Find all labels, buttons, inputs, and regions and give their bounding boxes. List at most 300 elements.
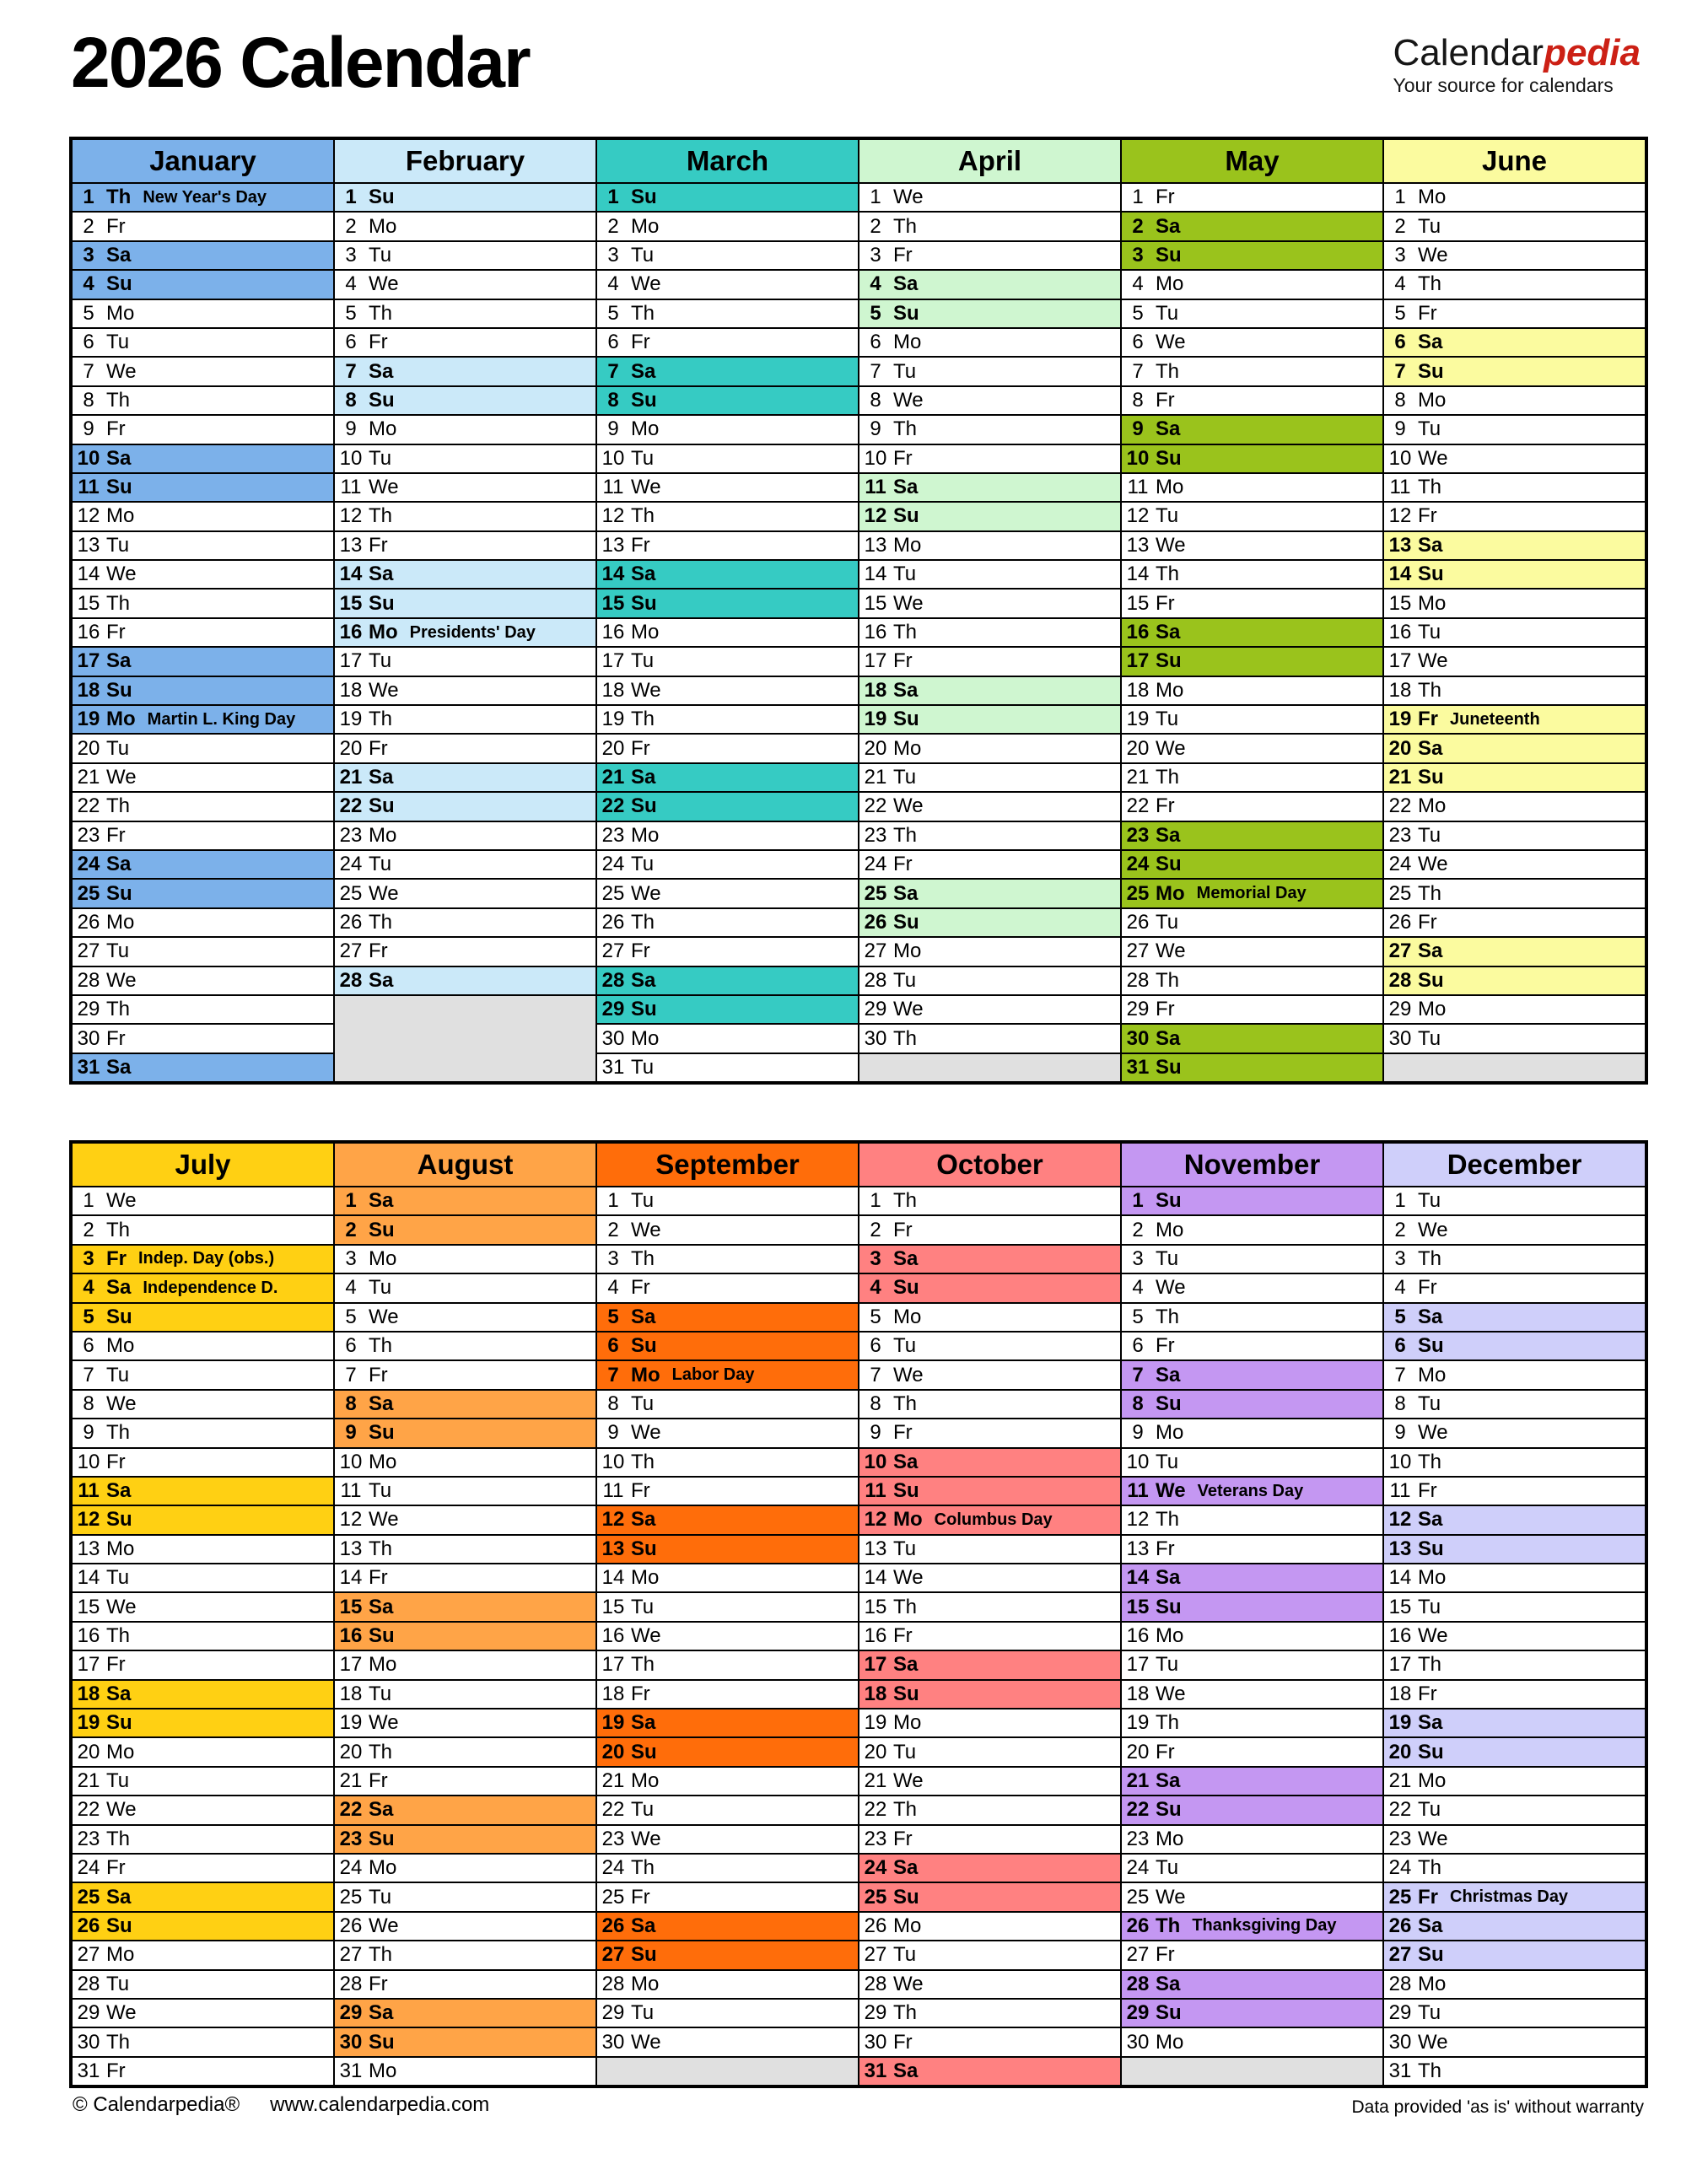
weekday-abbr: Sa bbox=[1156, 1026, 1181, 1050]
weekday-abbr: We bbox=[631, 1218, 661, 1241]
weekday-abbr: Sa bbox=[1156, 1566, 1181, 1590]
weekday-abbr: Su bbox=[893, 1682, 919, 1705]
day-cell-march-28 bbox=[597, 967, 858, 994]
day-cell-april-3 bbox=[859, 242, 1120, 269]
day-cell-january-31 bbox=[73, 1054, 333, 1081]
day-number: 30 bbox=[1388, 2030, 1412, 2054]
day-cell-january-16 bbox=[73, 619, 333, 646]
day-number: 2 bbox=[83, 214, 94, 238]
day-number: 16 bbox=[339, 621, 363, 644]
weekday-abbr: Mo bbox=[106, 301, 135, 325]
weekday-abbr: Sa bbox=[893, 1653, 919, 1677]
day-cell-february-23 bbox=[335, 822, 595, 849]
day-number: 26 bbox=[339, 910, 363, 934]
weekday-abbr: Su bbox=[369, 2030, 395, 2054]
day-cell-august-2 bbox=[335, 1216, 595, 1243]
day-cell-april-23 bbox=[859, 822, 1120, 849]
holiday-label-may-25: Memorial Day bbox=[1196, 884, 1307, 903]
day-number: 3 bbox=[607, 243, 619, 267]
day-number: 9 bbox=[83, 1421, 94, 1445]
weekday-abbr: Sa bbox=[369, 766, 394, 789]
day-number: 22 bbox=[1388, 1798, 1412, 1822]
weekday-abbr: Sa bbox=[106, 446, 132, 470]
weekday-abbr: Tu bbox=[369, 1682, 392, 1705]
footer-website-link[interactable]: www.calendarpedia.com bbox=[270, 2093, 490, 2116]
day-cell-february-21 bbox=[335, 764, 595, 791]
month-column-december bbox=[1384, 1144, 1645, 2085]
weekday-abbr: Sa bbox=[631, 766, 656, 789]
weekday-abbr: Fr bbox=[893, 1421, 913, 1445]
weekday-abbr: Fr bbox=[1418, 301, 1437, 325]
weekday-abbr: Su bbox=[369, 1421, 395, 1445]
day-number: 13 bbox=[864, 1537, 887, 1560]
day-cell-june-30 bbox=[1384, 1025, 1645, 1052]
day-number: 18 bbox=[864, 1682, 887, 1705]
day-number: 27 bbox=[1388, 940, 1412, 963]
day-number: 31 bbox=[77, 1055, 100, 1079]
day-cell-may-21 bbox=[1122, 764, 1382, 791]
day-number: 30 bbox=[1126, 1026, 1150, 1050]
weekday-abbr: Tu bbox=[631, 1055, 655, 1079]
day-number: 15 bbox=[864, 1595, 887, 1618]
day-number: 18 bbox=[1388, 678, 1412, 702]
day-cell-july-24 bbox=[73, 1855, 333, 1882]
day-cell-september-13 bbox=[597, 1536, 858, 1563]
day-number: 5 bbox=[83, 301, 94, 325]
weekday-abbr: Su bbox=[893, 301, 919, 325]
day-number: 23 bbox=[339, 823, 363, 847]
weekday-abbr: Fr bbox=[893, 1624, 913, 1648]
day-cell-september-8 bbox=[597, 1391, 858, 1418]
day-cell-january-9 bbox=[73, 416, 333, 443]
day-number: 31 bbox=[77, 2059, 100, 2082]
day-number: 31 bbox=[601, 1055, 625, 1079]
day-cell-january-1 bbox=[73, 184, 333, 211]
day-cell-october-3 bbox=[859, 1246, 1120, 1273]
day-number: 7 bbox=[607, 1363, 619, 1386]
day-number: 23 bbox=[864, 823, 887, 847]
weekday-abbr: Fr bbox=[1418, 708, 1438, 731]
weekday-abbr: We bbox=[1418, 649, 1448, 673]
day-cell-january-4 bbox=[73, 271, 333, 298]
weekday-abbr: Tu bbox=[893, 766, 917, 789]
weekday-abbr: We bbox=[893, 388, 924, 412]
holiday-label-june-19: Juneteenth bbox=[1450, 709, 1540, 729]
day-number: 5 bbox=[1132, 301, 1144, 325]
day-number: 1 bbox=[83, 186, 94, 209]
weekday-abbr: We bbox=[1418, 1624, 1448, 1648]
day-number: 27 bbox=[1126, 1943, 1150, 1967]
day-cell-september-27 bbox=[597, 1941, 858, 1968]
weekday-abbr: Tu bbox=[369, 853, 392, 876]
day-cell-february-8 bbox=[335, 387, 595, 414]
day-number: 14 bbox=[77, 563, 100, 586]
day-cell-april-16 bbox=[859, 619, 1120, 646]
day-number: 13 bbox=[1126, 1537, 1150, 1560]
day-number: 18 bbox=[339, 1682, 363, 1705]
day-cell-november-20 bbox=[1122, 1738, 1382, 1765]
day-number: 29 bbox=[1388, 998, 1412, 1021]
day-cell-april-19 bbox=[859, 706, 1120, 733]
day-cell-october-8 bbox=[859, 1391, 1120, 1418]
weekday-abbr: Mo bbox=[631, 823, 660, 847]
day-number: 20 bbox=[601, 1740, 625, 1763]
weekday-abbr: Tu bbox=[1418, 823, 1441, 847]
day-number: 27 bbox=[864, 1943, 887, 1967]
weekday-abbr: Sa bbox=[631, 1508, 656, 1532]
day-number: 19 bbox=[77, 1711, 100, 1735]
day-number: 12 bbox=[864, 1508, 887, 1532]
day-cell-march-10 bbox=[597, 445, 858, 472]
day-number: 9 bbox=[345, 1421, 357, 1445]
weekday-abbr: Su bbox=[631, 186, 657, 209]
weekday-abbr: Sa bbox=[893, 678, 919, 702]
day-cell-october-19 bbox=[859, 1709, 1120, 1736]
day-number: 3 bbox=[83, 1246, 94, 1270]
weekday-abbr: Tu bbox=[106, 1363, 130, 1386]
weekday-abbr: Tu bbox=[631, 2001, 655, 2025]
day-number: 18 bbox=[1126, 678, 1150, 702]
day-cell-october-21 bbox=[859, 1768, 1120, 1795]
day-cell-august-12 bbox=[335, 1506, 595, 1533]
day-cell-november-10 bbox=[1122, 1449, 1382, 1476]
day-cell-july-19 bbox=[73, 1709, 333, 1736]
day-number: 25 bbox=[1388, 881, 1412, 905]
day-cell-august-8 bbox=[335, 1391, 595, 1418]
day-cell-july-20 bbox=[73, 1738, 333, 1765]
weekday-abbr: Th bbox=[106, 2030, 131, 2054]
day-number: 18 bbox=[864, 678, 887, 702]
day-cell-march-13 bbox=[597, 532, 858, 559]
weekday-abbr: Tu bbox=[893, 968, 917, 992]
day-number: 14 bbox=[1126, 563, 1150, 586]
day-cell-october-10 bbox=[859, 1449, 1120, 1476]
weekday-abbr: Fr bbox=[1418, 1885, 1438, 1909]
day-cell-may-27 bbox=[1122, 938, 1382, 965]
day-cell-june-26 bbox=[1384, 909, 1645, 936]
day-number: 24 bbox=[339, 1856, 363, 1880]
weekday-abbr: Fr bbox=[1156, 1537, 1175, 1560]
day-number: 19 bbox=[1126, 708, 1150, 731]
day-cell-september-7 bbox=[597, 1361, 858, 1388]
day-cell-january-19 bbox=[73, 706, 333, 733]
day-number: 23 bbox=[1388, 823, 1412, 847]
day-number: 23 bbox=[601, 1827, 625, 1850]
day-number: 31 bbox=[339, 2059, 363, 2082]
day-cell-september-11 bbox=[597, 1478, 858, 1505]
weekday-abbr: Th bbox=[893, 1189, 918, 1213]
day-cell-june-28 bbox=[1384, 967, 1645, 994]
day-number: 13 bbox=[339, 533, 363, 557]
day-number: 16 bbox=[77, 621, 100, 644]
weekday-abbr: Th bbox=[1156, 1711, 1180, 1735]
day-number: 6 bbox=[870, 1334, 881, 1358]
day-cell-november-30 bbox=[1122, 2028, 1382, 2055]
day-cell-june-6 bbox=[1384, 329, 1645, 356]
day-number: 8 bbox=[870, 1392, 881, 1415]
day-number: 28 bbox=[1388, 1972, 1412, 1995]
day-number: 19 bbox=[339, 1711, 363, 1735]
day-number: 30 bbox=[601, 1026, 625, 1050]
day-number: 10 bbox=[601, 1450, 625, 1473]
day-cell-may-14 bbox=[1122, 561, 1382, 588]
day-cell-january-21 bbox=[73, 764, 333, 791]
weekday-abbr: Su bbox=[1418, 1334, 1444, 1358]
weekday-abbr: Sa bbox=[631, 1305, 656, 1328]
day-number: 28 bbox=[1388, 968, 1412, 992]
day-number: 10 bbox=[1388, 1450, 1412, 1473]
day-cell-january-26 bbox=[73, 909, 333, 936]
day-cell-may-15 bbox=[1122, 590, 1382, 616]
day-cell-october-5 bbox=[859, 1304, 1120, 1331]
day-number: 6 bbox=[345, 1334, 357, 1358]
day-number: 1 bbox=[1132, 186, 1144, 209]
day-number: 29 bbox=[1126, 2001, 1150, 2025]
weekday-abbr: We bbox=[893, 1972, 924, 1995]
day-cell-november-1 bbox=[1122, 1187, 1382, 1214]
day-cell-november-17 bbox=[1122, 1651, 1382, 1678]
day-number: 23 bbox=[1388, 1827, 1412, 1850]
day-number: 4 bbox=[83, 1276, 94, 1300]
holiday-label-january-1: New Year's Day bbox=[143, 187, 267, 207]
day-number: 23 bbox=[1126, 1827, 1150, 1850]
day-cell-january-5 bbox=[73, 300, 333, 327]
day-cell-december-17 bbox=[1384, 1651, 1645, 1678]
day-number: 24 bbox=[864, 853, 887, 876]
day-number: 8 bbox=[1394, 388, 1406, 412]
weekday-abbr: Mo bbox=[106, 504, 135, 528]
day-number: 24 bbox=[77, 853, 100, 876]
weekday-abbr: We bbox=[1156, 533, 1186, 557]
weekday-abbr: Sa bbox=[106, 853, 132, 876]
day-cell-november-13 bbox=[1122, 1536, 1382, 1563]
day-cell-may-23 bbox=[1122, 822, 1382, 849]
day-number: 12 bbox=[339, 1508, 363, 1532]
day-cell-december-3 bbox=[1384, 1246, 1645, 1273]
day-cell-november-27 bbox=[1122, 1941, 1382, 1968]
day-cell-december-18 bbox=[1384, 1681, 1645, 1708]
weekday-abbr: Th bbox=[369, 1537, 393, 1560]
weekday-abbr: We bbox=[369, 1914, 399, 1937]
weekday-abbr: Tu bbox=[1156, 708, 1179, 731]
day-number: 27 bbox=[339, 940, 363, 963]
day-number: 2 bbox=[870, 214, 881, 238]
day-number: 24 bbox=[601, 853, 625, 876]
weekday-abbr: Th bbox=[1418, 1653, 1442, 1677]
day-cell-september-26 bbox=[597, 1913, 858, 1940]
day-cell-march-9 bbox=[597, 416, 858, 443]
day-number: 27 bbox=[77, 940, 100, 963]
day-cell-july-7 bbox=[73, 1361, 333, 1388]
weekday-abbr: Fr bbox=[1156, 1740, 1175, 1763]
weekday-abbr: We bbox=[1156, 940, 1186, 963]
weekday-abbr: Th bbox=[631, 1450, 655, 1473]
weekday-abbr: Su bbox=[106, 1305, 132, 1328]
day-cell-february-4 bbox=[335, 271, 595, 298]
day-number: 16 bbox=[1388, 1624, 1412, 1648]
day-number: 20 bbox=[1388, 1740, 1412, 1763]
day-cell-april-7 bbox=[859, 358, 1120, 385]
day-number: 6 bbox=[607, 331, 619, 354]
day-cell-august-19 bbox=[335, 1709, 595, 1736]
day-cell-december-22 bbox=[1384, 1796, 1645, 1823]
day-number: 10 bbox=[864, 1450, 887, 1473]
weekday-abbr: Sa bbox=[369, 1595, 394, 1618]
month-column-august bbox=[335, 1144, 595, 2085]
day-cell-september-23 bbox=[597, 1826, 858, 1853]
weekday-abbr: Su bbox=[631, 1537, 657, 1560]
weekday-abbr: Fr bbox=[106, 1450, 126, 1473]
day-cell-july-13 bbox=[73, 1536, 333, 1563]
day-number: 21 bbox=[1388, 766, 1412, 789]
day-cell-january-11 bbox=[73, 474, 333, 501]
day-cell-march-7 bbox=[597, 358, 858, 385]
day-cell-january-17 bbox=[73, 648, 333, 675]
day-cell-july-1 bbox=[73, 1187, 333, 1214]
day-cell-may-25 bbox=[1122, 880, 1382, 907]
holiday-label-january-19: Martin L. King Day bbox=[147, 709, 296, 729]
day-cell-august-11 bbox=[335, 1478, 595, 1505]
day-number: 11 bbox=[602, 1479, 624, 1503]
day-number: 7 bbox=[1394, 1363, 1406, 1386]
day-number: 12 bbox=[1126, 1508, 1150, 1532]
weekday-abbr: Th bbox=[631, 910, 655, 934]
day-number: 2 bbox=[1132, 214, 1144, 238]
day-number: 25 bbox=[1388, 1885, 1412, 1909]
weekday-abbr: Mo bbox=[631, 1769, 660, 1792]
day-cell-march-21 bbox=[597, 764, 858, 791]
day-cell-november-21 bbox=[1122, 1768, 1382, 1795]
weekday-abbr: Mo bbox=[369, 823, 397, 847]
weekday-abbr: Tu bbox=[106, 533, 130, 557]
day-cell-july-8 bbox=[73, 1391, 333, 1418]
weekday-abbr: Su bbox=[1156, 649, 1182, 673]
day-number: 11 bbox=[865, 476, 886, 499]
weekday-abbr: Sa bbox=[631, 968, 656, 992]
day-number: 30 bbox=[864, 1026, 887, 1050]
holiday-label-december-25: Christmas Day bbox=[1450, 1887, 1569, 1907]
day-number: 5 bbox=[1394, 1305, 1406, 1328]
day-cell-october-6 bbox=[859, 1333, 1120, 1359]
day-cell-may-3 bbox=[1122, 242, 1382, 269]
weekday-abbr: Fr bbox=[1156, 1943, 1175, 1967]
day-number: 28 bbox=[601, 1972, 625, 1995]
weekday-abbr: Fr bbox=[369, 1769, 388, 1792]
day-number: 8 bbox=[1132, 388, 1144, 412]
weekday-abbr: We bbox=[106, 1595, 137, 1618]
day-number: 14 bbox=[1126, 1566, 1150, 1590]
day-number: 28 bbox=[601, 968, 625, 992]
weekday-abbr: Th bbox=[893, 214, 918, 238]
day-number: 9 bbox=[345, 417, 357, 441]
weekday-abbr: Su bbox=[1156, 2001, 1182, 2025]
day-number: 15 bbox=[1126, 591, 1150, 615]
weekday-abbr: Th bbox=[1418, 272, 1442, 296]
day-number: 9 bbox=[1132, 417, 1144, 441]
day-number: 17 bbox=[864, 649, 887, 673]
weekday-abbr: Mo bbox=[1156, 1421, 1184, 1445]
day-cell-march-11 bbox=[597, 474, 858, 501]
day-cell-july-23 bbox=[73, 1826, 333, 1853]
day-number: 23 bbox=[1126, 823, 1150, 847]
day-number: 19 bbox=[77, 708, 100, 731]
day-number: 4 bbox=[1132, 272, 1144, 296]
weekday-abbr: Sa bbox=[1156, 1769, 1181, 1792]
weekday-abbr: Mo bbox=[369, 1246, 397, 1270]
day-number: 17 bbox=[601, 1653, 625, 1677]
weekday-abbr: Tu bbox=[106, 736, 130, 760]
day-cell-july-27 bbox=[73, 1941, 333, 1968]
footer-left bbox=[73, 2093, 489, 2117]
weekday-abbr: Sa bbox=[1418, 940, 1443, 963]
day-cell-december-2 bbox=[1384, 1216, 1645, 1243]
day-cell-september-6 bbox=[597, 1333, 858, 1359]
weekday-abbr: Fr bbox=[106, 621, 126, 644]
day-number: 16 bbox=[77, 1624, 100, 1648]
day-cell-november-24 bbox=[1122, 1855, 1382, 1882]
day-number: 5 bbox=[345, 301, 357, 325]
day-number: 1 bbox=[1394, 186, 1406, 209]
day-number: 8 bbox=[83, 1392, 94, 1415]
day-cell-january-3 bbox=[73, 242, 333, 269]
day-cell-january-2 bbox=[73, 213, 333, 240]
day-cell-december-28 bbox=[1384, 1971, 1645, 1998]
weekday-abbr: Tu bbox=[893, 563, 917, 586]
day-cell-june-27 bbox=[1384, 938, 1645, 965]
day-cell-june-9 bbox=[1384, 416, 1645, 443]
day-cell-october-18 bbox=[859, 1681, 1120, 1708]
day-number: 13 bbox=[864, 533, 887, 557]
day-cell-november-15 bbox=[1122, 1593, 1382, 1620]
day-cell-may-6 bbox=[1122, 329, 1382, 356]
day-cell-july-16 bbox=[73, 1623, 333, 1650]
day-number: 7 bbox=[345, 359, 357, 383]
weekday-abbr: Th bbox=[369, 301, 393, 325]
weekday-abbr: Fr bbox=[1418, 910, 1437, 934]
day-number: 17 bbox=[601, 649, 625, 673]
day-number: 14 bbox=[339, 563, 363, 586]
day-cell-april-12 bbox=[859, 503, 1120, 530]
day-cell-december-20 bbox=[1384, 1738, 1645, 1765]
weekday-abbr: Fr bbox=[1418, 1479, 1437, 1503]
holiday-label-february-16: Presidents' Day bbox=[409, 622, 536, 642]
day-cell-february-17 bbox=[335, 648, 595, 675]
weekday-abbr: Fr bbox=[893, 1827, 913, 1850]
weekday-abbr: Su bbox=[106, 881, 132, 905]
day-number: 1 bbox=[345, 1189, 357, 1213]
day-cell-april-11 bbox=[859, 474, 1120, 501]
weekday-abbr: Th bbox=[1418, 476, 1442, 499]
day-cell-august-13 bbox=[335, 1536, 595, 1563]
weekday-abbr: Mo bbox=[1156, 1218, 1184, 1241]
day-cell-august-4 bbox=[335, 1274, 595, 1301]
day-cell-september-19 bbox=[597, 1709, 858, 1736]
day-number: 5 bbox=[345, 1305, 357, 1328]
weekday-abbr: We bbox=[1418, 2030, 1448, 2054]
day-cell-february-9 bbox=[335, 416, 595, 443]
day-number: 16 bbox=[864, 621, 887, 644]
day-number: 20 bbox=[1126, 736, 1150, 760]
day-number: 1 bbox=[1132, 1189, 1144, 1213]
day-number: 2 bbox=[1132, 1218, 1144, 1241]
day-number: 2 bbox=[607, 214, 619, 238]
weekday-abbr: We bbox=[106, 766, 137, 789]
weekday-abbr: Fr bbox=[369, 1972, 388, 1995]
day-cell-october-17 bbox=[859, 1651, 1120, 1678]
weekday-abbr: We bbox=[1418, 1421, 1448, 1445]
weekday-abbr: Th bbox=[106, 186, 132, 209]
footer-copyright: © Calendarpedia® bbox=[73, 2093, 240, 2116]
